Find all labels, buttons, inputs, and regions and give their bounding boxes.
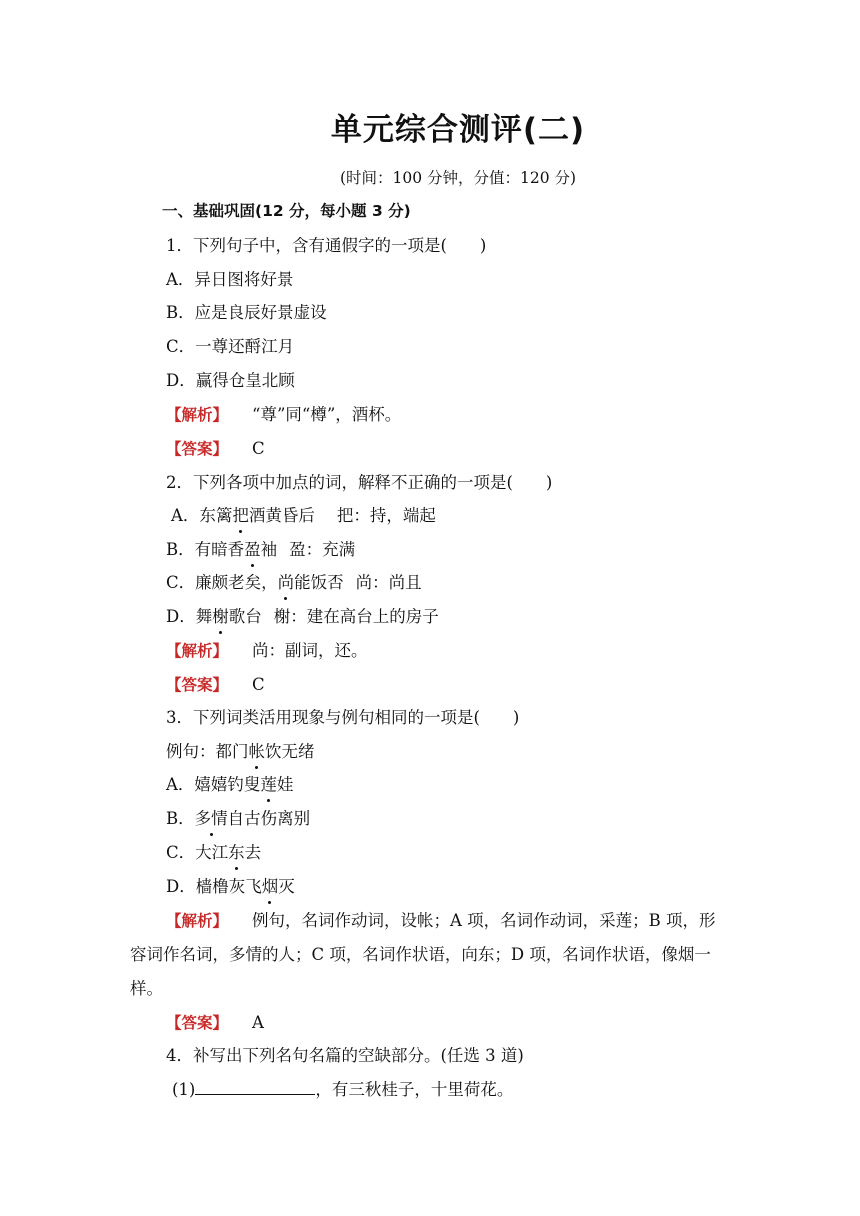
question-4-item-1 [172, 1079, 513, 1101]
dotted-word: 多情 [194, 809, 228, 828]
section-heading: 一、基础巩固(12 分，每小题 3 分) [162, 202, 411, 220]
option-text: C．大江 [166, 843, 229, 862]
dotted-word: 盈 [244, 540, 261, 559]
option-explanation: 尚：尚且 [355, 573, 422, 592]
question-1-option-b: B．应是良辰好景虚设 [166, 303, 327, 322]
question-1-option-a: A．异日图将好景 [166, 270, 294, 289]
question-3-option-a [166, 774, 293, 796]
dotted-word: 榭 [212, 607, 229, 626]
option-text: 娃 [276, 775, 294, 794]
item-number: (1) [172, 1080, 196, 1099]
analysis-text: 尚：副词，还。 [252, 641, 368, 660]
exam-info: (时间：100 分钟，分值：120 分) [339, 169, 577, 187]
analysis-text: 例句，名词作动词，设帐；A 项，名词作动词，采莲；B 项，形 [252, 911, 716, 930]
question-3-analysis-end: 样。 [130, 979, 163, 998]
question-4-stem: 4．补写出下列名句名篇的空缺部分。(任选 3 道) [166, 1046, 524, 1065]
option-text: 歌台 [228, 607, 262, 626]
option-text: 自古伤离别 [227, 809, 311, 828]
example-text: 饮无绪 [265, 742, 315, 761]
analysis-label: 【解析】 [166, 912, 229, 930]
question-3-analysis [166, 910, 716, 932]
analysis-label: 【解析】 [166, 406, 229, 424]
question-1-analysis [166, 404, 401, 426]
answer-text: C [252, 675, 265, 694]
question-3-analysis-cont: 容词作名词，多情的人；C 项，名词作状语，向东；D 项，名词作状语，像烟一 [130, 945, 711, 964]
option-text: D．舞 [166, 607, 213, 626]
question-2-option-b [166, 539, 355, 561]
option-text: 袖 [260, 540, 278, 559]
dotted-word: 帐 [248, 742, 265, 761]
question-2-option-c [166, 572, 422, 594]
option-text: D．樯橹灰飞 [166, 877, 262, 896]
option-text: 能饭否 [294, 573, 344, 592]
question-2-analysis [166, 640, 368, 662]
analysis-text: “尊”同“樽”，酒杯。 [252, 405, 402, 424]
question-1-option-c: C．一尊还酹江月 [166, 337, 295, 356]
option-text: C．廉颇老矣， [166, 573, 278, 592]
option-text: 酒黄昏后 [248, 506, 315, 525]
answer-text: A [252, 1013, 264, 1032]
question-2-option-a [171, 505, 436, 527]
question-3-stem: 3．下列词类活用现象与例句相同的一项是( ) [166, 708, 520, 727]
option-explanation: 榭：建在高台上的房子 [273, 607, 439, 626]
question-2-stem: 2．下列各项中加点的词，解释不正确的一项是( ) [166, 473, 553, 492]
question-3-option-b [166, 808, 310, 830]
option-text: 灭 [278, 877, 295, 896]
item-text: ，有三秋桂子，十里荷花。 [315, 1080, 514, 1099]
question-3-option-c [166, 842, 261, 864]
dotted-word: 把 [232, 506, 249, 525]
page-title: 单元综合测评(二) [330, 112, 586, 148]
example-text: 例句：都门 [166, 742, 249, 761]
question-1-stem: 1．下列句子中，含有通假字的一项是( ) [166, 236, 487, 255]
option-explanation: 盈：充满 [289, 540, 356, 559]
question-3-option-d [166, 876, 295, 898]
question-1-option-d: D．赢得仓皇北顾 [166, 371, 295, 390]
question-1-answer [166, 438, 265, 460]
fill-blank[interactable] [195, 1080, 315, 1095]
question-3-answer [166, 1012, 264, 1034]
answer-label: 【答案】 [166, 440, 229, 458]
option-explanation: 把：持，端起 [336, 506, 436, 525]
analysis-label: 【解析】 [166, 642, 229, 660]
dotted-word: 尚 [277, 573, 295, 592]
question-2-option-d [166, 606, 439, 628]
option-text: B．有暗香 [166, 540, 245, 559]
dotted-word: 烟 [261, 877, 279, 896]
question-3-example [166, 741, 315, 763]
option-text: A．东篱 [171, 506, 233, 525]
answer-label: 【答案】 [166, 1014, 229, 1032]
option-text: B． [166, 809, 195, 828]
answer-text: C [252, 439, 265, 458]
option-text: A．嬉嬉钓叟 [166, 775, 261, 794]
dotted-word: 莲 [260, 775, 277, 794]
answer-label: 【答案】 [166, 676, 229, 694]
dotted-word: 东 [228, 843, 245, 862]
option-text: 去 [244, 843, 262, 862]
question-2-answer [166, 674, 265, 696]
